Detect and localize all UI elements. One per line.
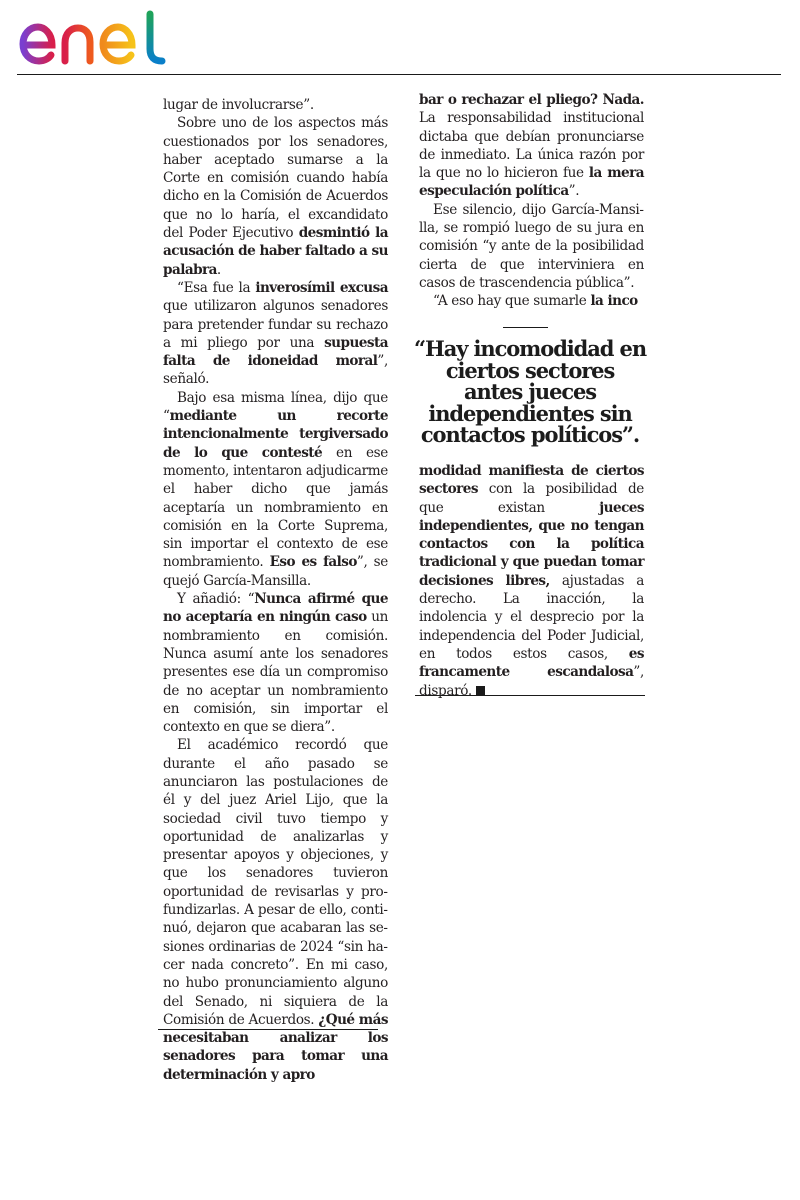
- paragraph: [419, 462, 644, 700]
- article-end-rule: [415, 695, 645, 696]
- text-run: Ese silencio, dijo García-Mansilla, se rompió luego de su jura en comisión “y ante de la posibilidad cierta de que interviniera en casos de trascendencia pública”.: [419, 201, 644, 291]
- paragraph: [163, 590, 388, 736]
- bold-text: modidad manifiesta de ciertos sectores: [419, 463, 644, 498]
- paragraph: [163, 389, 388, 590]
- paragraph: [419, 292, 644, 310]
- end-mark-icon: [476, 686, 485, 695]
- text-run: ajustadas a derecho. La inacción, la indolencia y el desprecio por la independencia del Poder Judicial, en todos estos casos,: [419, 572, 644, 662]
- pull-quote: “Hay incomodidad en ciertos sectores antes jueces independientes sin contactos políticos”.: [414, 336, 646, 447]
- article-column-right-top: [419, 91, 644, 311]
- text-run: lugar de involucrarse”.: [163, 97, 314, 113]
- pull-quote-rule: [503, 327, 548, 328]
- bold-text: bar o rechazar el pliego? Nada.: [419, 92, 644, 108]
- bold-text: la inco: [590, 293, 638, 310]
- paragraph: [419, 91, 644, 201]
- paragraph: [163, 736, 388, 1084]
- text-run: ”, señaló.: [163, 353, 388, 388]
- bold-text: mediante un recorte intencionalmente tergiversado de lo que contesté: [163, 408, 388, 461]
- bold-text: es francamente escandalosa: [419, 645, 644, 681]
- bold-text: la mera especulación política: [419, 165, 644, 200]
- bold-text: inverosímil excusa: [255, 279, 388, 296]
- article-column-left: [163, 96, 388, 1084]
- text-run: ”, disparó.: [419, 664, 644, 699]
- bold-text: Eso es falso: [269, 554, 357, 571]
- text-run: con la posibilidad de que existan: [419, 481, 644, 516]
- text-run: un nombramiento en comisión. Nunca asumí ante los senadores presentes ese día un compromiso de no aceptar un nombramiento en comisión, sin importar el contexto en que se diera”.: [163, 609, 389, 736]
- text-run: que utilizaron algunos senadores para pretender fundar su rechazo a mi pliego por una: [163, 298, 388, 351]
- article-column-right-bottom: [419, 462, 644, 700]
- paragraph: [163, 114, 388, 279]
- paragraph: [163, 279, 388, 389]
- text-run: “A eso hay que sumarle: [433, 293, 591, 310]
- text-run: ”, se quejó García-Mansilla.: [163, 554, 388, 589]
- column-end-rule: [158, 1029, 378, 1030]
- text-run: Bajo esa misma línea, dijo que “: [163, 389, 388, 425]
- text-run: en ese momento, intentaron adjudicarme el haber dicho que jamás aceptaría un nombramiento en comisión en la Corte Suprema, sin importar el contexto de ese nombramiento.: [163, 444, 388, 571]
- text-run: .: [216, 261, 221, 278]
- paragraph: [163, 96, 388, 114]
- header-divider: [17, 74, 781, 75]
- text-run: Sobre uno de los aspectos más cuestionados por los senadores, haber aceptado sumarse a la Corte en comisión cuando había dicho en la Comisión de Acuerdos que no lo haría, el excandidato del Poder Ejecutivo: [163, 115, 388, 242]
- bold-text: jueces independientes, que no tengan contactos con la política tradicional y que puedan tomar decisiones libres,: [419, 499, 644, 589]
- bold-text: desmintió la acusación de haber faltado a su palabra: [163, 225, 388, 278]
- paragraph: [419, 201, 644, 292]
- bold-text: ¿Qué más necesitaban analizar los senadores para tomar una determinación y apro: [163, 1011, 388, 1083]
- text-run: “Esa fue la: [177, 279, 256, 296]
- text-run: El académico recordó que durante el año pasado se anunciaron las postulaciones de él y del juez Ariel Lijo, que la sociedad civil tuvo tiempo y oportunidad de analizarlas y presentar apoyos y objeciones, y que los senadores tuvieron oportunidad de revisarlas y profundizarlas. A pesar de ello, continuó, dejaron que acabaran las sesiones ordinarias de 2024 “sin hacer nada concreto”. En mi caso, no hubo pronunciamiento alguno del Senado, ni siquiera de la Comisión de Acuerdos.: [163, 737, 388, 1028]
- enel-logo: [17, 9, 172, 69]
- text-run: La responsabilidad institucional dictaba que debían pronunciarse de inmediato. La única razón por la que no lo hicieron fue: [419, 110, 644, 182]
- text-run: ”.: [568, 183, 580, 200]
- bold-text: Nunca afirmé que no aceptaría en ningún caso: [163, 591, 388, 626]
- bold-text: supuesta falta de idoneidad moral: [163, 334, 388, 370]
- text-run: Y añadió: “: [177, 591, 255, 608]
